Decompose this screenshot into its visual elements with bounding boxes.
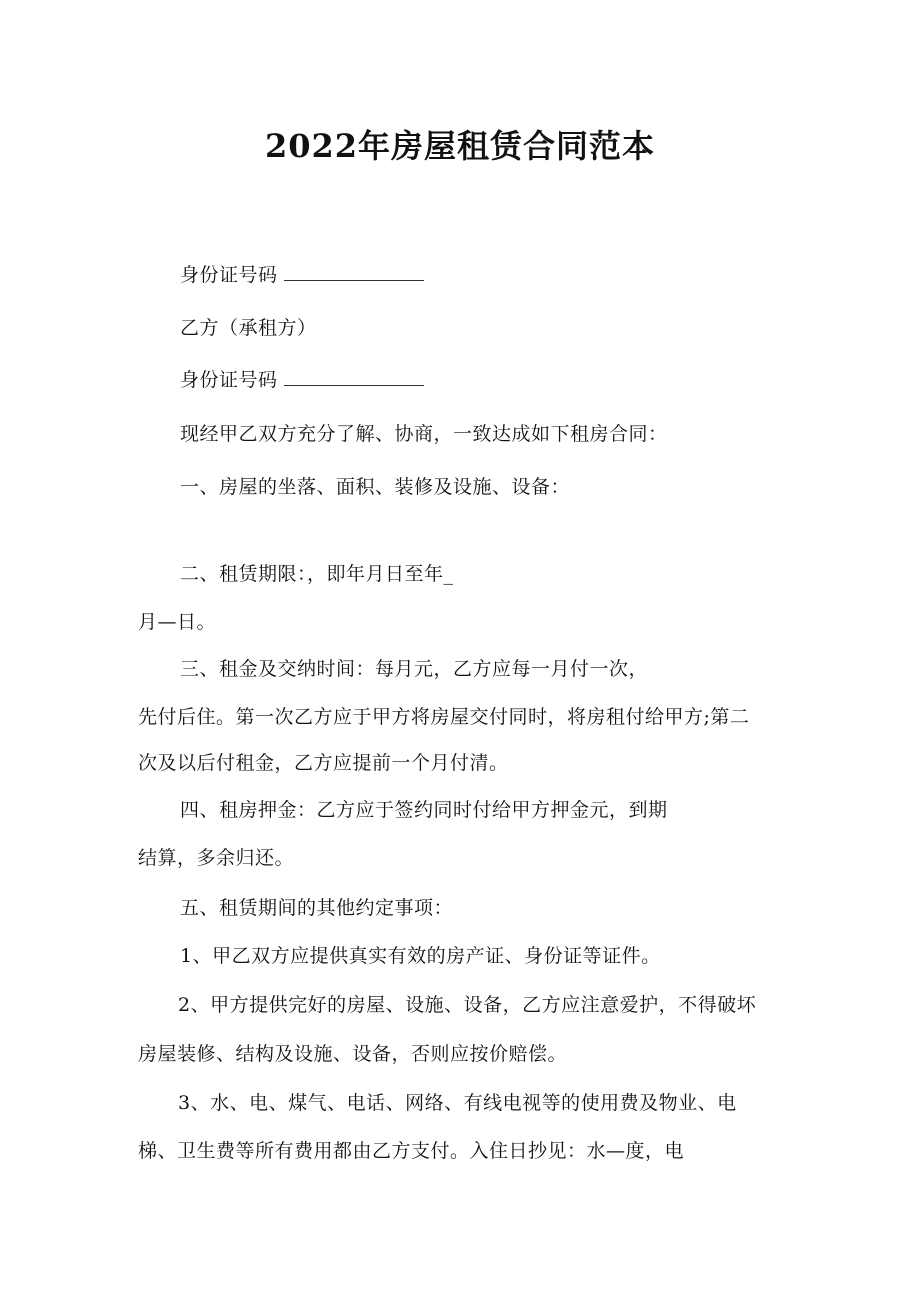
clause-3-line-2: 先付后住。第一次乙方应于甲方将房屋交付同时，将房租付给甲方;第二 — [138, 706, 750, 728]
clause-2-line-2: 月—日。 — [138, 611, 217, 633]
term-3-line-2: 梯、卫生费等所有费用都由乙方支付。入住日抄见：水—度，电 — [138, 1140, 685, 1162]
clause-4-line-1: 四、租房押金：乙方应于签约同时付给甲方押金元，到期 — [180, 799, 668, 821]
preamble-text: 现经甲乙双方充分了解、协商，一致达成如下租房合同： — [180, 423, 668, 445]
id-number-label: 身份证号码 — [180, 369, 278, 391]
term-1-line: 1、甲乙双方应提供真实有效的房产证、身份证等证件。 — [180, 945, 661, 967]
clause-3-line-1: 三、租金及交纳时间：每月元，乙方应每一月付一次， — [180, 658, 649, 680]
id-number-blank — [284, 262, 424, 281]
term-2-line-2: 房屋装修、结构及设施、设备，否则应按价赔偿。 — [138, 1043, 568, 1065]
party-b-label: 乙方（承租方） — [180, 317, 317, 339]
clause-2-line-1: 二、租赁期限：，即年月日至年_ — [180, 563, 454, 585]
clause-1-heading: 一、房屋的坐落、面积、装修及设施、设备： — [180, 476, 571, 498]
clause-4-line-2: 结算，多余归还。 — [138, 847, 295, 869]
clause-3-line-3: 次及以后付租金，乙方应提前一个月付清。 — [138, 752, 509, 774]
party-a-id-line — [180, 262, 424, 288]
id-number-label: 身份证号码 — [180, 264, 278, 286]
document-title: 2022年房屋租赁合同范本 — [264, 127, 656, 165]
clause-5-heading: 五、租赁期间的其他约定事项： — [180, 897, 454, 919]
id-number-blank — [284, 367, 424, 386]
term-2-line-1: 2、甲方提供完好的房屋、设施、设备，乙方应注意爱护，不得破坏 — [178, 994, 757, 1016]
term-3-line-1: 3、水、电、煤气、电话、网络、有线电视等的使用费及物业、电 — [178, 1092, 737, 1114]
party-b-id-line — [180, 367, 424, 393]
